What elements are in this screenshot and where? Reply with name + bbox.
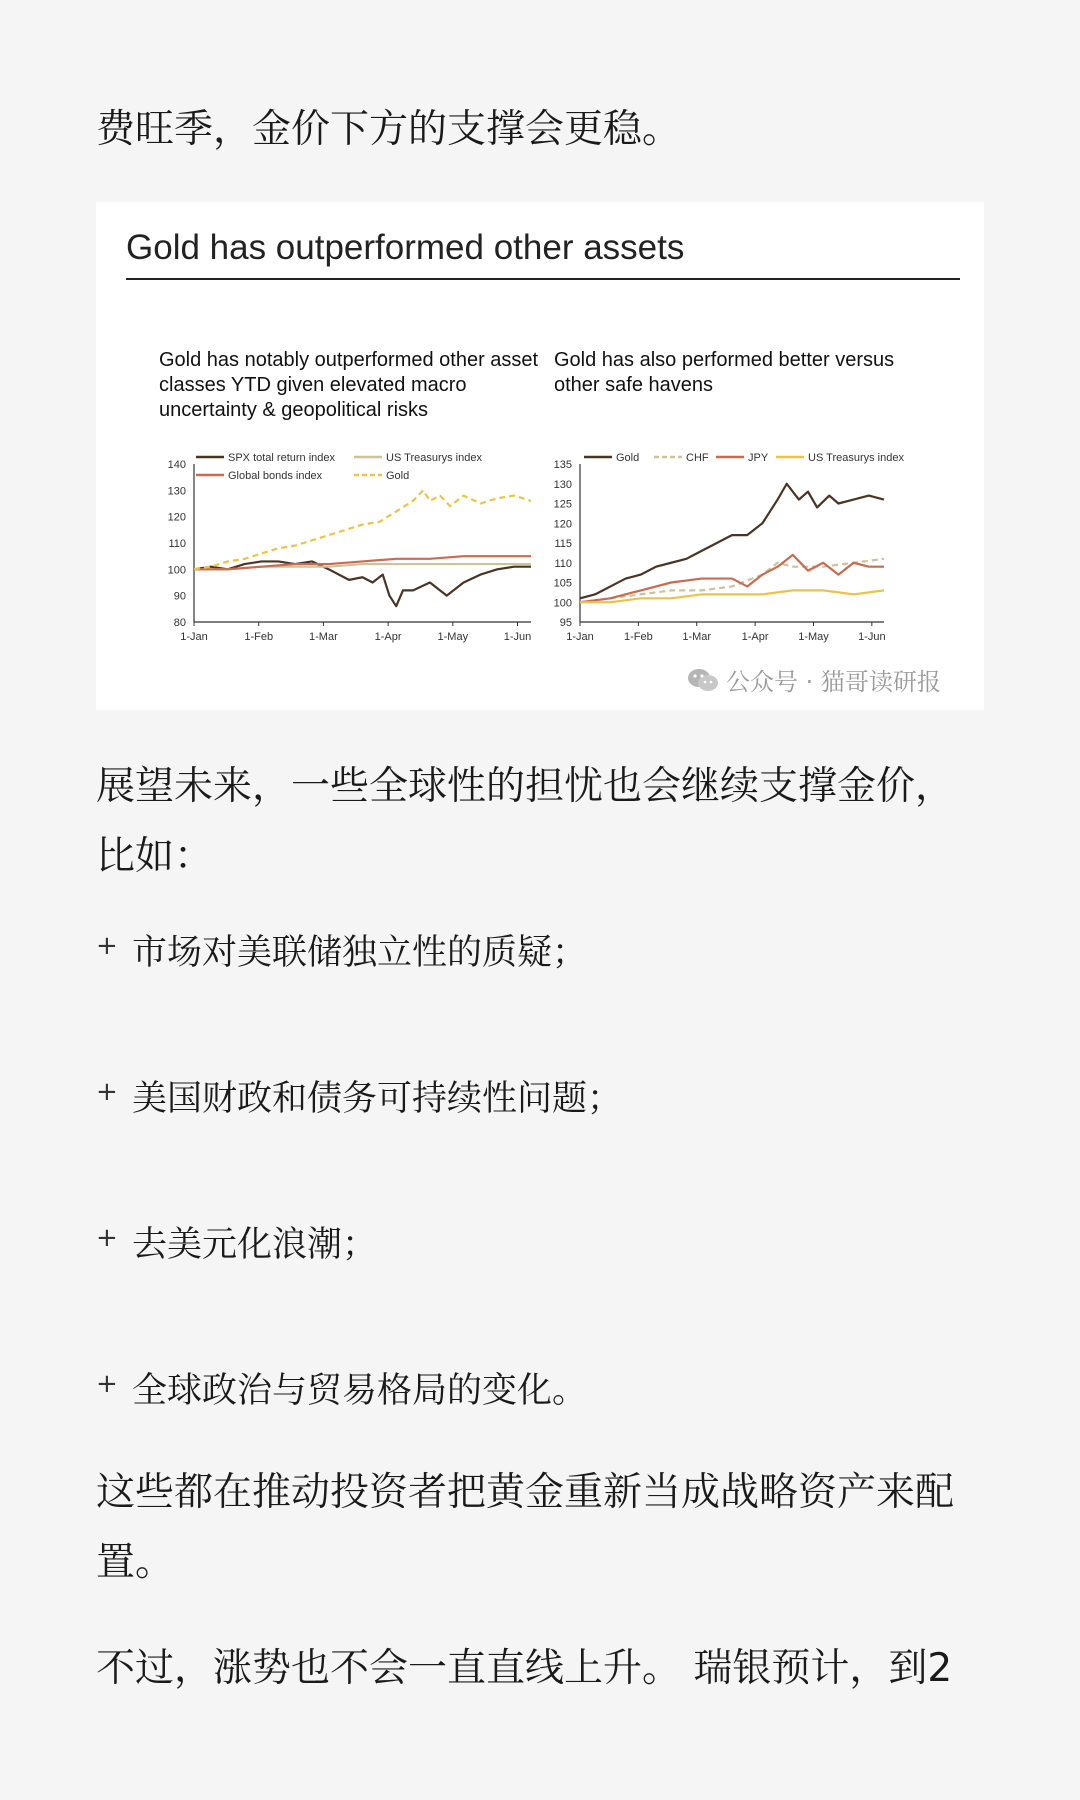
y-tick-label: 80: [173, 617, 186, 629]
y-tick-label: 110: [554, 557, 572, 570]
y-tick-label: 135: [553, 459, 572, 471]
y-tick-label: 105: [553, 577, 572, 590]
conclusion-paragraph: 这些都在推动投资者把黄金重新当成战略资产来配置。: [96, 1470, 955, 1585]
legend-label: CHF: [686, 452, 709, 464]
chart2-plot: [544, 442, 964, 672]
x-tick-label: 1-Feb: [623, 631, 653, 643]
x-tick-label: 1-Apr: [741, 631, 769, 643]
x-tick-label: 1-Jun: [858, 631, 886, 643]
x-tick-label: 1-Jun: [503, 631, 532, 643]
y-tick-label: 90: [173, 590, 186, 603]
plus-icon: +: [96, 1223, 118, 1253]
list-item: [96, 1074, 622, 1124]
y-tick-label: 125: [553, 498, 572, 511]
y-tick-label: 100: [167, 564, 186, 577]
figure-title: Gold has outperformed other assets: [126, 228, 685, 267]
y-tick-label: 115: [554, 538, 572, 550]
list-item: [96, 1366, 587, 1416]
chart1-plot: [146, 442, 546, 672]
legend-label: US Treasurys index: [386, 452, 482, 464]
y-tick-label: 120: [553, 518, 572, 531]
chart2-subtitle: Gold has also performed better versus other safe havens: [554, 349, 895, 396]
y-tick-label: 120: [167, 511, 186, 524]
y-tick-label: 130: [167, 485, 186, 498]
x-tick-label: 1-Jan: [180, 631, 208, 643]
series-line: [580, 484, 884, 599]
watermark: [686, 662, 941, 697]
list-item-text: 美国财政和债务可持续性问题；: [132, 1079, 623, 1119]
plus-icon: +: [96, 931, 118, 961]
intro-paragraph: 费旺季，金价下方的支撑会更稳。: [96, 107, 682, 152]
plus-icon: +: [96, 1077, 118, 1107]
series-line: [580, 559, 884, 602]
y-tick-label: 110: [168, 538, 186, 550]
x-tick-label: 1-Mar: [682, 631, 712, 643]
chart1-subtitle: Gold has notably outperformed other asset classes YTD given elevated macro uncertainty & geopolitical risks: [159, 349, 539, 421]
x-tick-label: 1-May: [437, 631, 469, 643]
legend-label: JPY: [748, 452, 769, 464]
list-item-text: 全球政治与贸易格局的变化。: [132, 1371, 588, 1411]
watermark-text: 公众号 · 猫哥读研报: [726, 668, 941, 696]
legend-label: SPX total return index: [228, 452, 336, 464]
x-tick-label: 1-Apr: [374, 631, 402, 643]
legend-label: Global bonds index: [228, 470, 323, 482]
wechat-icon: [686, 667, 720, 693]
y-tick-label: 140: [167, 459, 186, 471]
list-item: [96, 928, 587, 978]
series-line: [194, 490, 531, 569]
x-tick-label: 1-Mar: [309, 631, 338, 643]
legend-label: Gold: [386, 470, 410, 482]
x-tick-label: 1-Feb: [244, 631, 274, 643]
legend-label: Gold: [616, 452, 640, 464]
y-tick-label: 95: [559, 617, 572, 629]
legend-label: US Treasurys index: [808, 452, 904, 464]
chart-figure: [96, 202, 984, 710]
y-tick-label: 100: [553, 597, 572, 610]
y-tick-label: 130: [553, 478, 572, 491]
tail-paragraph: 不过，涨势也不会一直直线上升。 瑞银预计，到2: [96, 1646, 953, 1691]
list-item-text: 去美元化浪潮；: [132, 1225, 378, 1265]
outlook-paragraph: 展望未来，一些全球性的担忧也会继续支撑金价，比如：: [96, 764, 955, 879]
plus-icon: +: [96, 1369, 118, 1399]
figure-title-rule: [126, 278, 960, 280]
x-tick-label: 1-Jan: [566, 631, 594, 643]
x-tick-label: 1-May: [798, 631, 829, 643]
list-item: [96, 1220, 377, 1270]
list-item-text: 市场对美联储独立性的质疑；: [132, 933, 588, 973]
